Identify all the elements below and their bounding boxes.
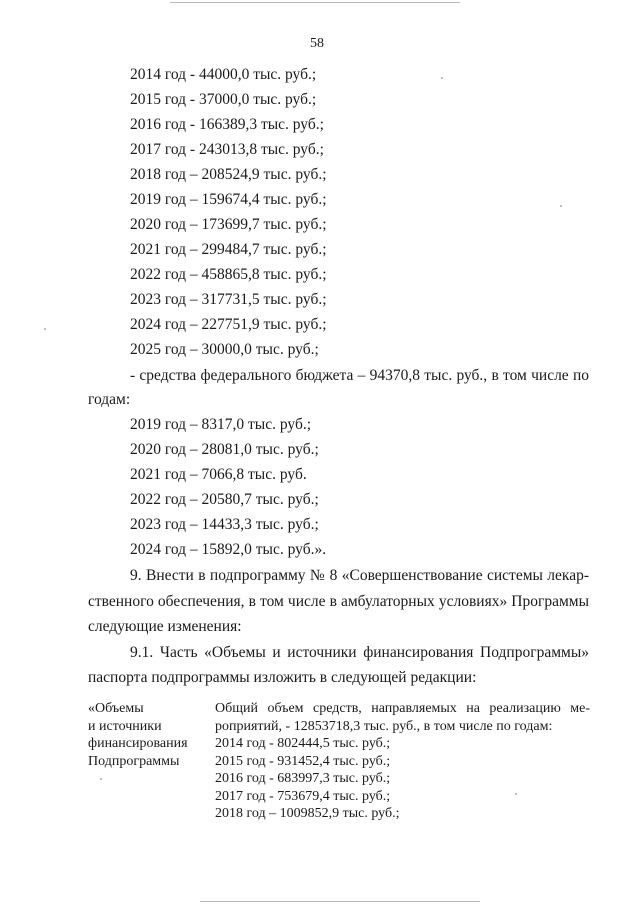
scan-speck — [100, 778, 102, 780]
list-item: 2021 год – 299484,7 тыс. руб.; — [130, 241, 327, 258]
item-9-1-line: паспорта подпрограммы изложить в следующей редакции: — [88, 669, 477, 686]
list-item: 2023 год – 317731,5 тыс. руб.; — [130, 291, 327, 308]
scan-edge-top — [170, 2, 460, 3]
list-item: 2022 год – 458865,8 тыс. руб.; — [130, 266, 327, 283]
table-label-cell — [88, 700, 188, 770]
list-item: 2025 год – 30000,0 тыс. руб.; — [130, 341, 319, 358]
list-item: 2018 год – 208524,9 тыс. руб.; — [130, 166, 327, 183]
list-item: 2024 год – 227751,9 тыс. руб.; — [130, 316, 327, 333]
page-number: 58 — [310, 36, 324, 51]
list-item: 2024 год – 15892,0 тыс. руб.». — [130, 541, 327, 558]
scan-speck — [560, 205, 562, 207]
table-content-cell — [215, 700, 590, 823]
list-item: 2021 год – 7066,8 тыс. руб. — [130, 466, 307, 483]
table-label-line: финансирования — [88, 736, 188, 751]
table-year-line: 2015 год - 931452,4 тыс. руб.; — [215, 753, 391, 769]
list-item: 2017 год - 243013,8 тыс. руб.; — [130, 141, 324, 158]
scan-speck — [44, 328, 46, 330]
table-year-line: 2014 год - 802444,5 тыс. руб.; — [215, 736, 391, 751]
table-year-line: 2016 год - 683997,3 тыс. руб.; — [215, 771, 391, 786]
list-item: 2022 год – 20580,7 тыс. руб.; — [130, 491, 319, 508]
table-label-line: и источники — [88, 718, 162, 734]
scan-edge-bottom — [200, 901, 480, 902]
list-item: 2016 год - 166389,3 тыс. руб.; — [130, 116, 324, 133]
item-9-line: ственного обеспечения, в том числе в амбулаторных условиях» Программы — [88, 593, 589, 610]
item-9-line: 9. Внести в подпрограмму № 8 «Совершенствование системы лекар- — [130, 567, 589, 584]
scan-speck — [441, 77, 443, 79]
list-item: 2019 год – 159674,4 тыс. руб.; — [130, 191, 327, 208]
table-year-line: 2018 год – 1009852,9 тыс. руб.; — [215, 806, 400, 821]
scan-speck — [515, 793, 517, 795]
list-item: 2014 год - 44000,0 тыс. руб.; — [130, 66, 317, 83]
table-year-line: 2017 год - 753679,4 тыс. руб.; — [215, 788, 391, 804]
table-content-line: Общий объем средств, направляемых на реализацию ме- — [215, 701, 590, 716]
table-label-line: «Объемы — [88, 701, 144, 716]
federal-budget-line: - средства федерального бюджета – 94370,8 тыс. руб., в том числе по — [130, 367, 589, 384]
item-9-line: следующие изменения: — [88, 618, 242, 635]
item-9-1-line: 9.1. Часть «Объемы и источники финансирования Подпрограммы» — [130, 644, 589, 661]
table-content-line: роприятий, - 12853718,3 тыс. руб., в том числе по годам: — [215, 718, 553, 734]
list-item: 2020 год – 28081,0 тыс. руб.; — [130, 441, 319, 458]
table-label-line: Подпрограммы — [88, 753, 180, 769]
list-item: 2023 год – 14433,3 тыс. руб.; — [130, 516, 319, 533]
federal-budget-line-cont: годам: — [88, 391, 131, 408]
list-item: 2020 год – 173699,7 тыс. руб.; — [130, 216, 327, 233]
list-item: 2015 год - 37000,0 тыс. руб.; — [130, 91, 317, 108]
list-item: 2019 год – 8317,0 тыс. руб.; — [130, 416, 312, 433]
